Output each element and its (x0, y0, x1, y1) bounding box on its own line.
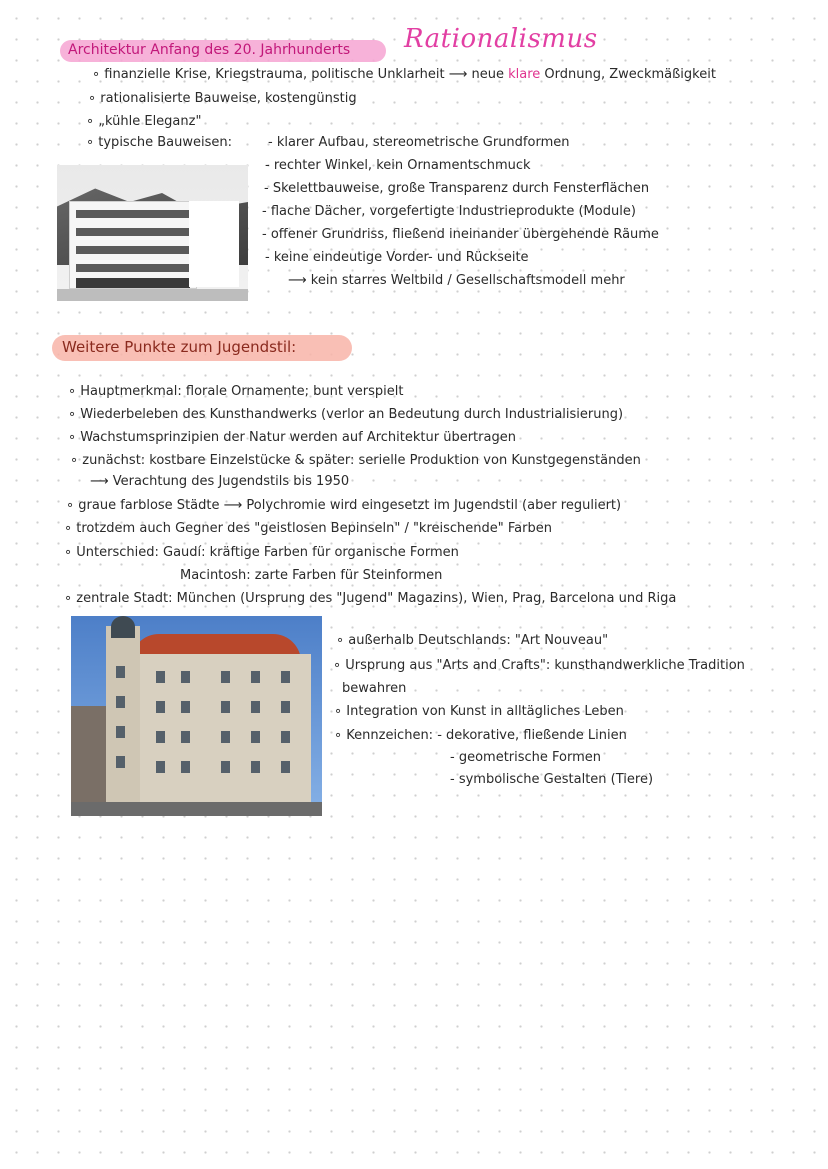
typical-item: - flache Dächer, vorgefertigte Industrieprodukte (Module) (262, 204, 636, 219)
window (116, 666, 125, 678)
neighbor-building (71, 706, 111, 816)
window (251, 761, 260, 773)
typical-item: - offener Grundriss, fließend ineinander übergehende Räume (262, 227, 659, 242)
tower-dome (111, 616, 135, 638)
window (281, 701, 290, 713)
building-facade (69, 201, 197, 289)
window-row (76, 246, 190, 254)
street (71, 802, 322, 816)
jugendstil-line: Macintosh: zarte Farben für Steinformen (180, 568, 443, 583)
window (116, 726, 125, 738)
jugendstil-building-photo (71, 616, 322, 816)
jugendstil-line: ∘ graue farblose Städte ⟶ Polychromie wird eingesetzt im Jugendstil (aber reguliert) (66, 498, 622, 513)
jugendstil-line: ∘ Unterschied: Gaudí: kräftige Farben für organische Formen (64, 545, 459, 560)
art-nouveau-line: bewahren (342, 681, 407, 696)
window (221, 701, 230, 713)
bullet-line: ∘ rationalisierte Bauweise, kostengünstig (88, 91, 357, 106)
section1-heading: Architektur Anfang des 20. Jahrhunderts (68, 42, 351, 58)
window (251, 701, 260, 713)
ground-floor (76, 278, 190, 288)
rationalism-building-photo (57, 165, 248, 301)
art-nouveau-line: - symbolische Gestalten (Tiere) (450, 772, 654, 787)
jugendstil-line: ∘ trotzdem auch Gegner des "geistlosen Bepinseln" / "kreischende" Farben (64, 521, 552, 536)
ground (57, 289, 248, 301)
window (221, 731, 230, 743)
bullet-text: ∘ finanzielle Krise, Kriegstrauma, politische Unklarheit ⟶ neue (92, 67, 509, 82)
art-nouveau-line: ∘ Kennzeichen: - dekorative, fließende Linien (334, 728, 627, 743)
bullet-text: Ordnung, Zweckmäßigkeit (540, 67, 716, 82)
building-wall (189, 201, 239, 287)
window (116, 696, 125, 708)
typical-item: - rechter Winkel, kein Ornamentschmuck (265, 158, 531, 173)
jugendstil-line: ∘ zentrale Stadt: München (Ursprung des "Jugend" Magazins), Wien, Prag, Barcelona und Riga (64, 591, 677, 606)
typical-item: - Skelettbauweise, große Transparenz durch Fensterflächen (264, 181, 650, 196)
window (251, 671, 260, 683)
art-nouveau-line: ∘ Ursprung aus "Arts and Crafts": kunsthandwerkliche Tradition (333, 658, 745, 673)
window (281, 761, 290, 773)
conclusion-line: ⟶ kein starres Weltbild / Gesellschaftsmodell mehr (288, 273, 625, 288)
art-nouveau-line: - geometrische Formen (450, 750, 602, 765)
section1-title: Rationalismus (404, 24, 598, 54)
window (116, 756, 125, 768)
window (221, 761, 230, 773)
bullet-line: ∘ „kühle Eleganz" (86, 114, 202, 129)
window-row (76, 210, 190, 218)
window (221, 671, 230, 683)
window (181, 731, 190, 743)
bullet-line (92, 66, 716, 84)
jugendstil-line: ∘ zunächst: kostbare Einzelstücke & später: serielle Produktion von Kunstgegenständen (70, 453, 641, 468)
highlight-word: klare (508, 67, 541, 82)
jugendstil-line: ⟶ Verachtung des Jugendstils bis 1950 (90, 474, 350, 489)
window (156, 731, 165, 743)
window-row (76, 264, 190, 272)
window (251, 731, 260, 743)
window (181, 671, 190, 683)
window-row (76, 228, 190, 236)
art-nouveau-line: ∘ außerhalb Deutschlands: "Art Nouveau" (336, 633, 609, 648)
window (156, 761, 165, 773)
typical-label: ∘ typische Bauweisen: (86, 135, 232, 150)
section2-heading: Weitere Punkte zum Jugendstil: (62, 338, 297, 356)
window (181, 761, 190, 773)
window (181, 701, 190, 713)
window (156, 701, 165, 713)
jugendstil-line: ∘ Wiederbeleben des Kunsthandwerks (verlor an Bedeutung durch Industrialisierung) (68, 407, 624, 422)
typical-item: - keine eindeutige Vorder- und Rückseite (265, 250, 529, 265)
window (156, 671, 165, 683)
art-nouveau-line: ∘ Integration von Kunst in alltägliches Leben (334, 704, 624, 719)
corner-tower (106, 626, 140, 816)
window (281, 671, 290, 683)
typical-item: - klarer Aufbau, stereometrische Grundformen (268, 135, 570, 150)
window (281, 731, 290, 743)
jugendstil-line: ∘ Wachstumsprinzipien der Natur werden auf Architektur übertragen (68, 430, 516, 445)
jugendstil-line: ∘ Hauptmerkmal: florale Ornamente; bunt verspielt (68, 384, 404, 399)
